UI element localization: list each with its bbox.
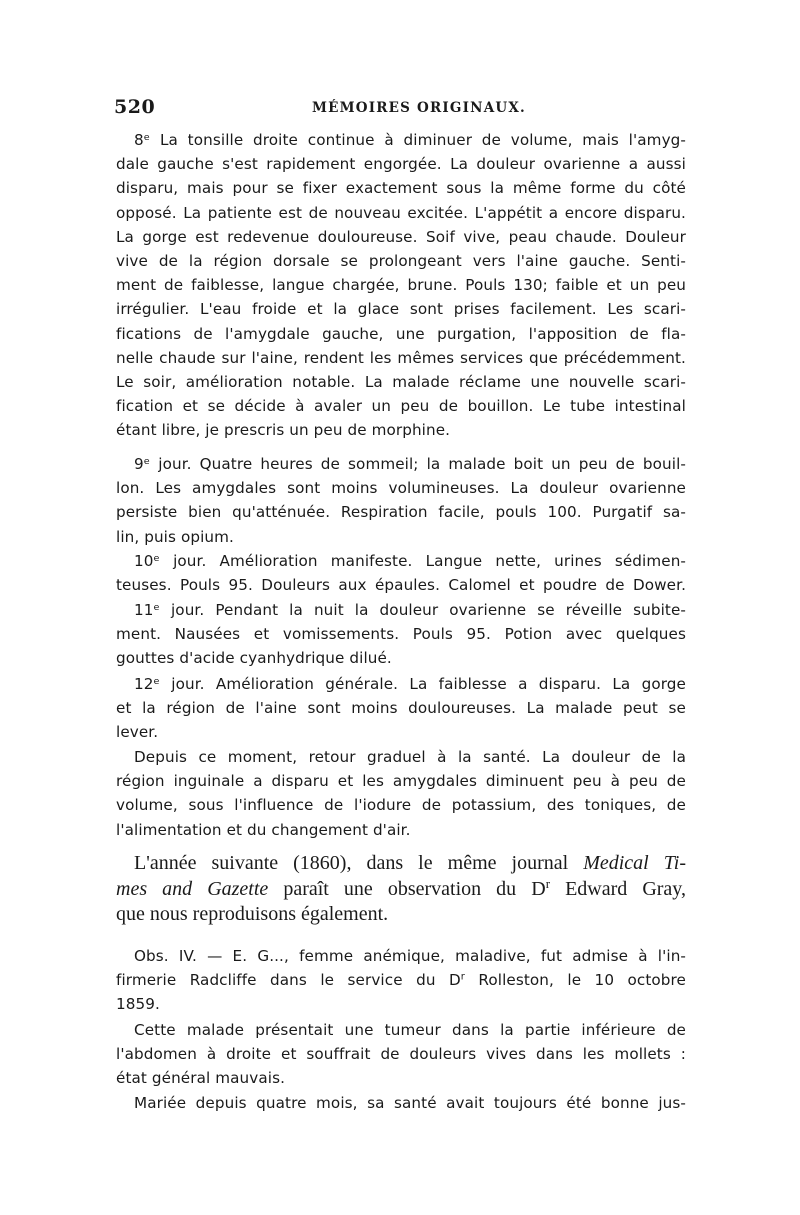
text-line: persiste bien qu'atténuée. Respiration facile, pouls 100. Purgatif sa-	[116, 503, 686, 522]
paragraph-married	[116, 1091, 686, 1115]
text-line: mes and Gazette paraît une observation du $D^r$ Edward Gray,	[116, 876, 686, 900]
text-line: 11ᵉ jour. Pendant la nuit la douleur ovarienne se réveille subite-	[134, 601, 686, 619]
paragraph-tumour	[116, 1018, 686, 1091]
text-line: L'année suivante (1860), dans le même journal Medical Ti-	[134, 852, 686, 874]
text-line: 9ᵉ jour. Quatre heures de sommeil; la malade boit un peu de bouil-	[134, 455, 686, 473]
text-line: Cette malade présentait une tumeur dans la partie inférieure de	[134, 1021, 686, 1039]
text-line: que nous reproduisons également.	[116, 903, 389, 925]
paragraph-day-10	[116, 549, 686, 597]
running-head: MÉMOIRES ORIGINAUX.	[312, 100, 526, 116]
text-line: et la région de l'aine sont moins douloureuses. La malade peut se	[116, 699, 686, 718]
text-line: firmerie Radcliffe dans le service du $D^r$ Rolleston, le 10 octobre	[116, 971, 686, 990]
paragraph-following-year	[116, 851, 686, 928]
paragraph-day-11	[116, 598, 686, 671]
text-line: 10ᵉ jour. Amélioration manifeste. Langue nette, urines sédimen-	[134, 552, 686, 570]
text-line: l'abdomen à droite et souffrait de douleurs vives dans les mollets :	[116, 1045, 686, 1064]
text-line: disparu, mais pour se fixer exactement sous la même forme du côté	[116, 179, 686, 198]
text-line: irrégulier. L'eau froide et la glace sont prises facilement. Les scari-	[116, 300, 686, 319]
text-line: teuses. Pouls 95. Douleurs aux épaules. Calomel et poudre de Dower.	[116, 576, 686, 595]
text-line: l'alimentation et du changement d'air.	[116, 820, 411, 839]
text-line: lin, puis opium.	[116, 527, 234, 546]
paragraph-observation-iv	[116, 944, 686, 1017]
text-line: vive de la région dorsale se prolongeant vers l'aine gauche. Senti-	[116, 251, 686, 270]
text-line: fications de l'amygdale gauche, une purgation, l'apposition de fla-	[116, 324, 686, 343]
text-line: état général mauvais.	[116, 1069, 286, 1088]
journal-title: Medical Ti-	[583, 852, 686, 874]
text-line: ment. Nausées et vomissements. Pouls 95. Potion avec quelques	[116, 625, 686, 644]
text-line: Obs. IV. — E. G..., femme anémique, maladive, fut admise à l'in-	[134, 947, 686, 965]
journal-title: mes and Gazette	[116, 877, 269, 900]
page-header	[114, 96, 686, 122]
text-line: étant libre, je prescris un peu de morphine.	[116, 421, 451, 440]
text-line: 8ᵉ La tonsille droite continue à diminuer de volume, mais l'amyg-	[134, 131, 686, 149]
text-line: 12ᵉ jour. Amélioration générale. La faiblesse a disparu. La gorge	[134, 675, 686, 693]
text-line: La gorge est redevenue douloureuse. Soif vive, peau chaude. Douleur	[116, 227, 686, 246]
paragraph-recovery	[116, 745, 686, 842]
text-line: lon. Les amygdales sont moins volumineuses. La douleur ovarienne	[116, 479, 686, 498]
text-line: région inguinale a disparu et les amygdales diminuent peu à peu de	[116, 772, 686, 791]
text-line: 1859.	[116, 995, 160, 1014]
text-line: nelle chaude sur l'aine, rendent les mêmes services que précédemment.	[116, 348, 686, 367]
text-line: opposé. La patiente est de nouveau excitée. L'appétit a encore disparu.	[116, 203, 686, 222]
text-line: volume, sous l'influence de l'iodure de potassium, des toniques, de	[116, 796, 686, 815]
text-line: ment de faiblesse, langue chargée, brune. Pouls 130; faible et un peu	[116, 276, 686, 295]
text-line: Mariée depuis quatre mois, sa santé avait toujours été bonne jus-	[134, 1094, 686, 1112]
text-line: Depuis ce moment, retour graduel à la santé. La douleur de la	[134, 748, 686, 766]
page-number: 520	[114, 96, 156, 118]
paragraph-day-9	[116, 452, 686, 549]
text-line: lever.	[116, 723, 159, 742]
paragraph-day-12	[116, 672, 686, 745]
text-line: dale gauche s'est rapidement engorgée. La douleur ovarienne a aussi	[116, 155, 686, 174]
paragraph-day-8	[116, 128, 686, 442]
text-line: fication et se décide à avaler un peu de bouillon. Le tube intestinal	[116, 397, 686, 416]
text-line: Le soir, amélioration notable. La malade réclame une nouvelle scari-	[116, 372, 686, 391]
text-line: gouttes d'acide cyanhydrique dilué.	[116, 649, 392, 668]
